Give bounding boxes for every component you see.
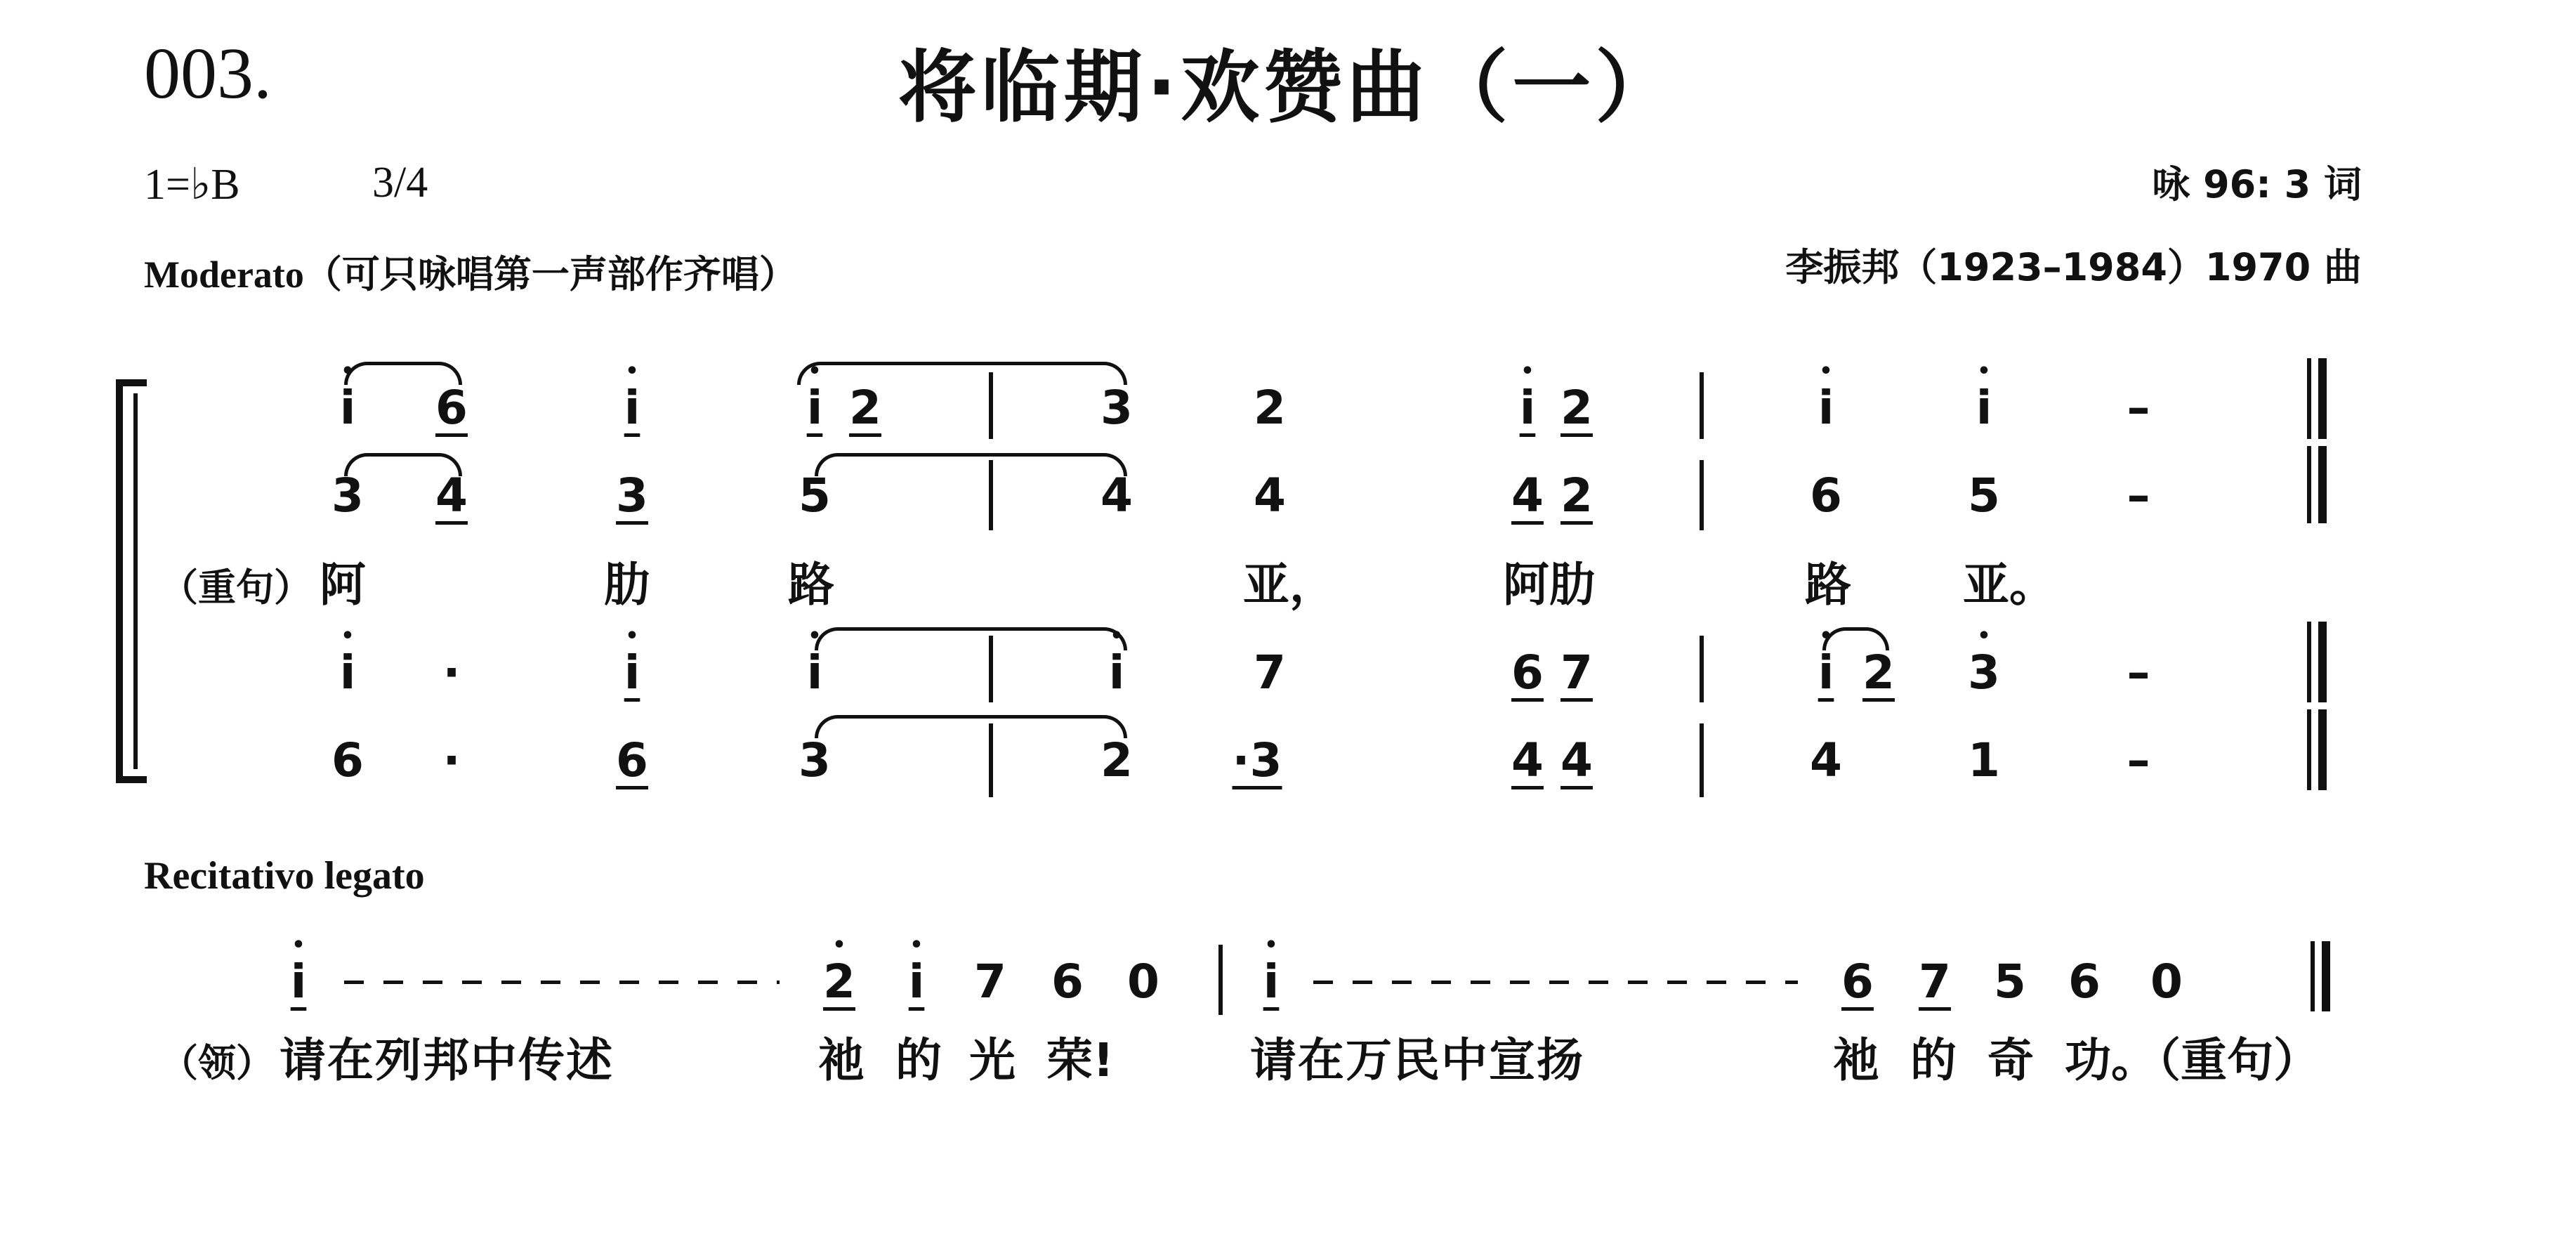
note: 6 (1841, 955, 1874, 1009)
note: 0 (1127, 955, 1159, 1009)
note: 2 (1862, 645, 1895, 700)
note: – (2127, 468, 2150, 523)
lyric-syllable: 荣! (1046, 1033, 1115, 1087)
note: 6 (1511, 645, 1544, 700)
slur (815, 453, 1127, 476)
note: 3 (1100, 381, 1133, 435)
barline (989, 723, 993, 797)
lyric-syllable: 光 (969, 1033, 1016, 1087)
note: • i (624, 650, 640, 696)
note: 2 (1254, 381, 1286, 435)
barline (1700, 460, 1704, 530)
note: 0 (2150, 955, 2183, 1009)
note: • i (1976, 385, 1992, 431)
note: • 2 (823, 959, 855, 1005)
note: – (2127, 645, 2150, 700)
note: · (442, 645, 461, 700)
lyric-syllable: 路 (788, 558, 834, 612)
final-barline (2307, 446, 2327, 523)
note: 6 (1810, 468, 1842, 523)
lyric-label: （重句） (160, 565, 312, 610)
slur (344, 362, 462, 385)
lyric-phrase: 请在万民中宣扬 (1250, 1033, 1584, 1087)
hold-dashes (344, 981, 780, 984)
lyric-label: （领） (160, 1041, 274, 1085)
note: 4 (1511, 468, 1544, 523)
note: • i (291, 959, 307, 1005)
note: • i (340, 385, 356, 431)
note: 7 (1560, 645, 1593, 700)
barline (989, 460, 993, 530)
barline (1700, 636, 1704, 702)
hymn-number: 003. (144, 33, 272, 114)
slur (815, 715, 1127, 738)
lyric-syllable: 祂 (1833, 1033, 1879, 1087)
lyric-syllable: 阿肋 (1503, 558, 1596, 612)
lyric-syllable: 奇 (1987, 1033, 2034, 1087)
key-signature: 1=♭B (144, 161, 240, 209)
note: 2 (1100, 733, 1133, 787)
note: 7 (1254, 645, 1286, 700)
lyric-syllable: 的 (1910, 1033, 1957, 1087)
lyric-syllable: 肋 (604, 558, 650, 612)
note: – (2127, 381, 2150, 435)
note: • i (1263, 959, 1280, 1005)
note: 1 (1968, 733, 2000, 787)
note: 6 (331, 733, 364, 787)
lyric-syllable: 的 (895, 1033, 942, 1087)
note: 2 (1560, 381, 1593, 435)
tempo-note: （可只咏唱第一声部作齐唱） (303, 252, 797, 296)
final-barline (2307, 709, 2327, 790)
barline (1700, 372, 1704, 439)
system-bracket-inner (133, 393, 138, 769)
note: • i (1520, 385, 1536, 431)
hold-dashes (1313, 981, 1798, 984)
note: 7 (1919, 955, 1951, 1009)
note: • i (340, 650, 356, 696)
note: 2 (1560, 468, 1593, 523)
note: 4 (435, 468, 468, 523)
note: • i (807, 385, 823, 431)
note: 4 (1560, 733, 1593, 787)
note: • i (909, 959, 925, 1005)
slur (1822, 627, 1889, 650)
note: 6 (435, 381, 468, 435)
note: • i (1818, 385, 1834, 431)
lyric-syllable: 亚， (1243, 558, 1336, 612)
note: – (2127, 733, 2150, 787)
note: 3 (616, 468, 648, 523)
note: 4 (1254, 468, 1286, 523)
barline (989, 372, 993, 439)
lyric-phrase: 请在列邦中传述 (280, 1033, 614, 1087)
slur (815, 627, 1127, 650)
note: • i (1109, 650, 1125, 696)
time-signature: 3/4 (372, 159, 428, 206)
tempo-text: Moderato (144, 254, 304, 296)
page-title: 将临期·欢赞曲（一） (898, 42, 1678, 133)
lyric-syllable: 祂 (818, 1033, 865, 1087)
tempo-marking (144, 244, 797, 299)
note: 5 (1994, 955, 2026, 1009)
slur (344, 453, 462, 476)
note: • i (624, 385, 640, 431)
note: 5 (799, 468, 831, 523)
note: • i (807, 650, 823, 696)
note: • 3 (1968, 650, 2000, 696)
barline (1700, 723, 1704, 797)
lyric-syllable: 路 (1805, 558, 1851, 612)
lyric-syllable: 功。（重句） (2065, 1033, 2320, 1087)
note: 4 (1100, 468, 1133, 523)
lyric-syllable: 阿 (320, 558, 366, 612)
note: 7 (974, 955, 1006, 1009)
final-barline (2307, 358, 2327, 439)
note: 4 (1810, 733, 1842, 787)
lyric-syllable: 亚。 (1963, 558, 2056, 612)
final-barline (2307, 622, 2327, 702)
composer-credit: 李振邦（1923–1984）1970 曲 (1785, 245, 2362, 289)
note: 6 (2068, 955, 2101, 1009)
note: 6 (616, 733, 648, 787)
note: 3 (331, 468, 364, 523)
note: 5 (1968, 468, 2000, 523)
lyricist-credit: 咏 96: 3 词 (2152, 162, 2362, 206)
note: 3 (799, 733, 831, 787)
barline (989, 636, 993, 702)
recitativo-marking: Recitativo legato (144, 854, 425, 898)
slur (797, 362, 1127, 385)
barline (1218, 945, 1223, 1015)
system-bracket (116, 379, 147, 783)
note: 2 (849, 381, 881, 435)
note: 6 (1051, 955, 1084, 1009)
final-barline (2311, 941, 2330, 1011)
note: 4 (1511, 733, 1544, 787)
note: • i (1818, 650, 1834, 696)
note: ·3 (1232, 733, 1282, 787)
note: · (442, 733, 461, 787)
